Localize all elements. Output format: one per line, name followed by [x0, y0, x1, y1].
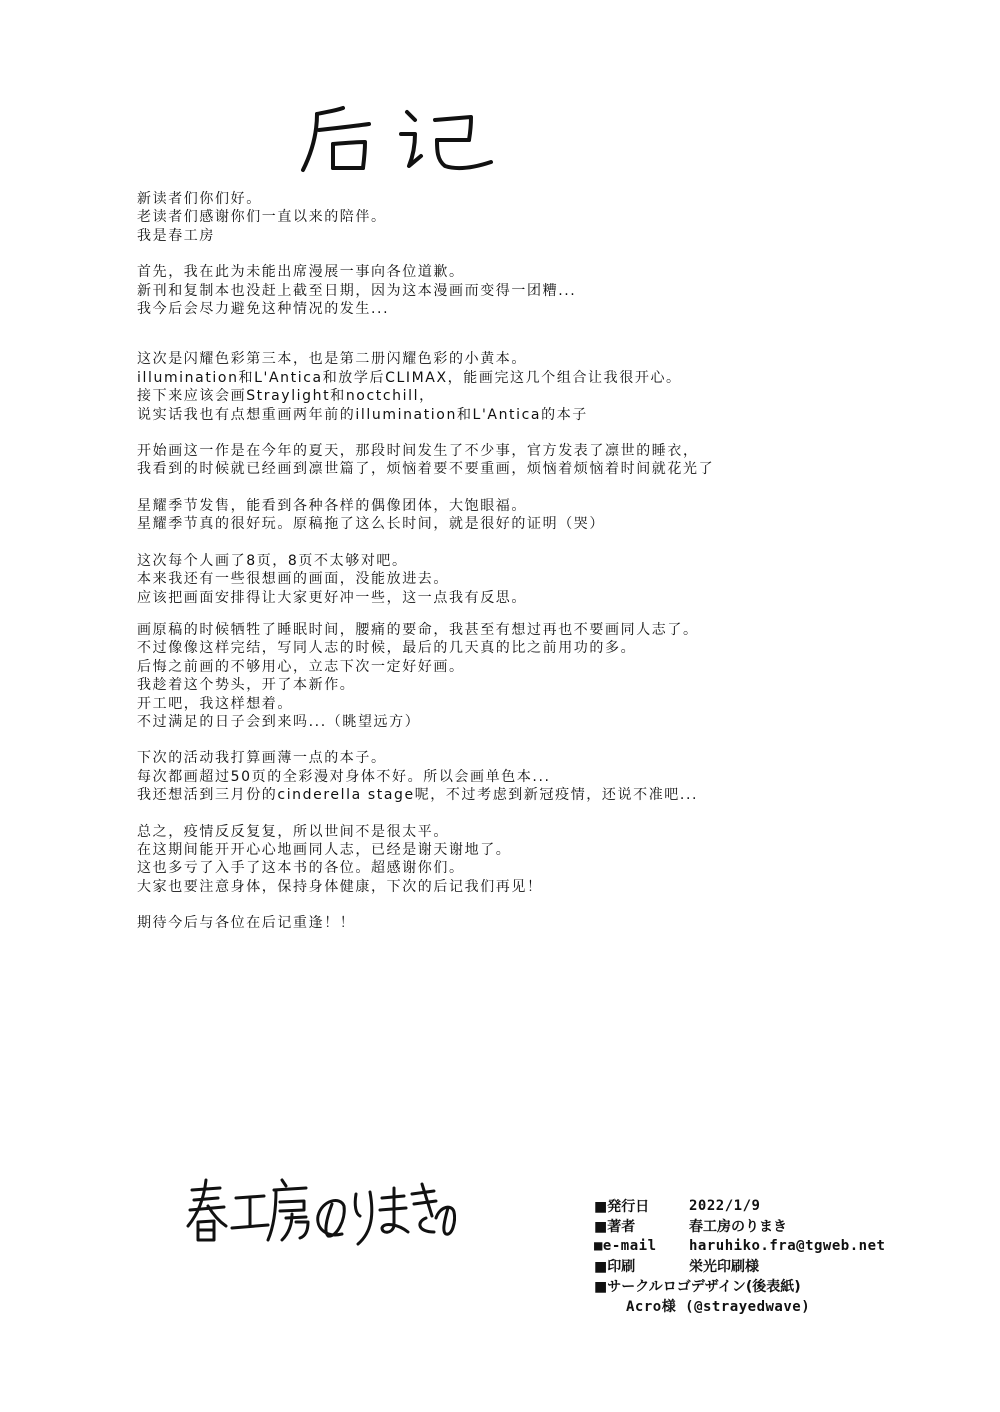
colophon-date-row: [594, 1196, 924, 1216]
text-line: 不过像像这样完结，写同人志的时候，最后的几天真的比之前用功的多。: [137, 640, 637, 657]
text-line: 新读者们你们好。: [137, 191, 262, 207]
text-line: 期待今后与各位在后记重逢！！: [137, 915, 356, 932]
text-line: 开工吧，我这样想着。: [137, 695, 293, 712]
paragraph-about-book: [137, 350, 937, 424]
colophon: [594, 1196, 924, 1316]
date-key: ■発行日: [594, 1199, 650, 1215]
paragraph-season: [137, 497, 937, 534]
handwritten-title: [295, 98, 505, 178]
text-line: 每次都画超过50页的全彩漫对身体不好。所以会画单色本...: [137, 768, 551, 785]
date-value: 2022/1/9: [689, 1198, 761, 1214]
paragraph-closing: [137, 823, 937, 897]
paragraph-sacrifice: [137, 621, 937, 731]
logo-credit: Acro様 (@strayedwave): [626, 1299, 811, 1315]
text-line: 总之，疫情反反复复，所以世间不是很太平。: [137, 823, 449, 840]
text-line: 我今后会尽力避免这种情况的发生...: [137, 301, 390, 318]
colophon-email-row: [594, 1236, 924, 1256]
print-value: 栄光印刷様: [689, 1259, 759, 1275]
signature-graphic: [186, 1170, 456, 1260]
text-line: 星耀季节发售，能看到各种各样的偶像团体，大饱眼福。: [137, 497, 527, 514]
paragraph-apology: [137, 263, 937, 318]
paragraph-summer: [137, 442, 937, 479]
author-value: 春工房のりまき: [689, 1219, 787, 1235]
text-line: 这次每个人画了8页，8页不太够对吧。: [137, 552, 408, 569]
email-value: haruhiko.fra@tgweb.net: [689, 1238, 886, 1254]
paragraph-farewell: [137, 914, 937, 932]
text-line: 下次的活动我打算画薄一点的本子。: [137, 750, 387, 767]
text-line: 新刊和复制本也没赶上截至日期，因为这本漫画而变得一团糟...: [137, 282, 577, 299]
text-line: 大家也要注意身体，保持身体健康，下次的后记我们再见！: [137, 878, 543, 895]
text-line: 在这期间能开开心心地画同人志，已经是谢天谢地了。: [137, 841, 512, 858]
text-line: 应该把画面安排得让大家更好冲一些，这一点我有反思。: [137, 589, 527, 606]
text-line: 我趁着这个势头，开了本新作。: [137, 677, 356, 694]
paragraph-next-event: [137, 749, 937, 804]
colophon-author-row: [594, 1216, 924, 1236]
paragraph-greeting: [137, 190, 937, 245]
logo-key: ■サークルロゴデザイン(後表紙): [594, 1279, 801, 1295]
handwritten-signature: [186, 1170, 456, 1260]
paragraph-pages: [137, 552, 937, 607]
colophon-logo-credit-row: [594, 1296, 924, 1316]
text-line: 首先，我在此为未能出席漫展一事向各位道歉。: [137, 264, 465, 281]
text-line: 本来我还有一些很想画的画面，没能放进去。: [137, 571, 449, 588]
email-key: ■e-mail: [594, 1238, 657, 1254]
text-line: 接下来应该会画Straylight和noctchill，: [137, 388, 435, 405]
author-key: ■著者: [594, 1219, 636, 1235]
text-line: 不过满足的日子会到来吗...（眺望远方）: [137, 713, 421, 730]
text-line: 后悔之前画的不够用心，立志下次一定好好画。: [137, 658, 465, 675]
text-line: 这也多亏了入手了这本书的各位。超感谢你们。: [137, 860, 465, 877]
text-line: 我还想活到三月份的cinderella stage呢，不过考虑到新冠疫情，还说不准吧...: [137, 787, 699, 804]
colophon-logo-row: [594, 1276, 924, 1296]
text-line: 画原稿的时候牺牲了睡眠时间，腰痛的要命，我甚至有想过再也不要画同人志了。: [137, 621, 699, 638]
colophon-print-row: [594, 1256, 924, 1276]
text-line: 老读者们感谢你们一直以来的陪伴。: [137, 209, 387, 226]
text-line: 我看到的时候就已经画到凛世篇了，烦恼着要不要重画，烦恼着烦恼着时间就花光了: [137, 461, 715, 478]
text-line: 星耀季节真的很好玩。原稿拖了这么长时间，就是很好的证明（哭）: [137, 516, 605, 533]
text-line: 这次是闪耀色彩第三本，也是第二册闪耀色彩的小黄本。: [137, 351, 527, 368]
text-line: 我是春工房: [137, 227, 215, 244]
afterword-body: [137, 190, 937, 933]
text-line: illumination和L'Antica和放学后CLIMAX，能画完这几个组合让我很开心。: [137, 369, 682, 386]
text-line: 说实话我也有点想重画两年前的illumination和L'Antica的本子: [137, 406, 588, 423]
print-key: ■印刷: [594, 1259, 636, 1275]
text-line: 开始画这一作是在今年的夏天，那段时间发生了不少事，官方发表了凛世的睡衣，: [137, 443, 699, 460]
title-handwriting-graphic: [295, 98, 505, 178]
